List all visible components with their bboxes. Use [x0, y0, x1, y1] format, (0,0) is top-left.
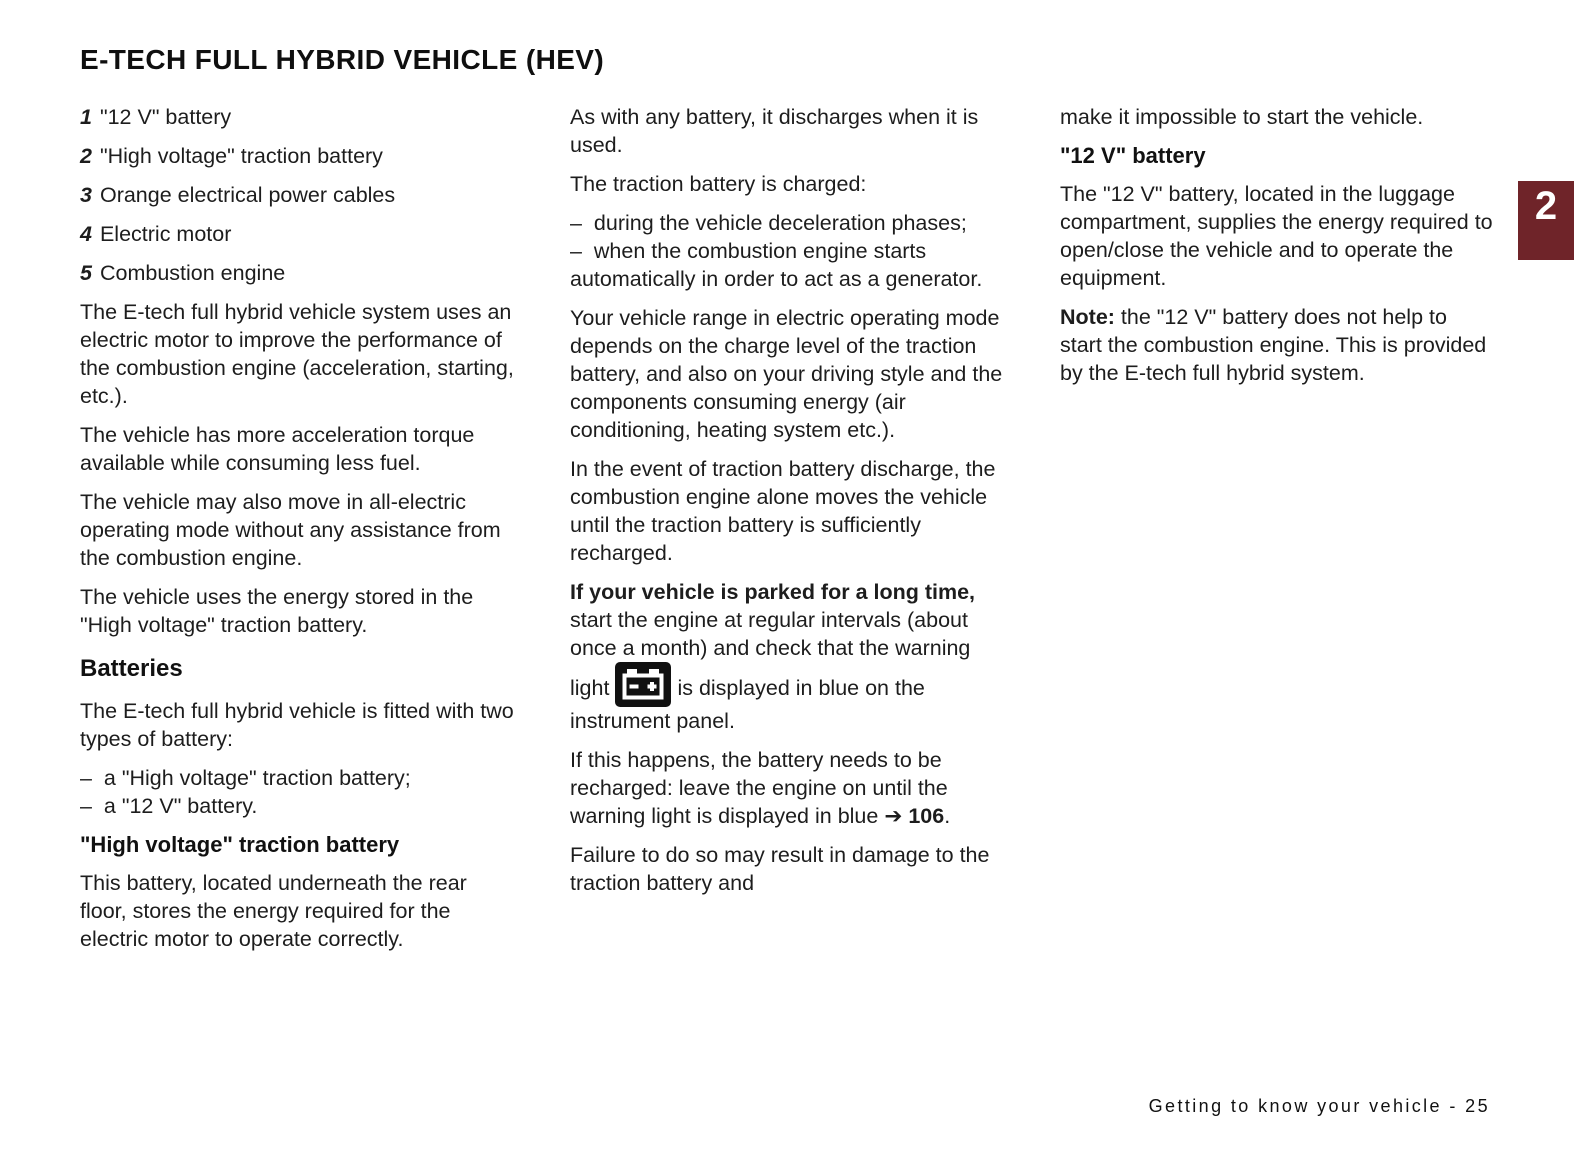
- paragraph: [570, 746, 1004, 830]
- page-title: E-TECH FULL HYBRID VEHICLE (HEV): [80, 44, 605, 75]
- text: – when the combustion engine starts automatically in order to act as a generator.: [570, 239, 983, 291]
- column-right: [1060, 103, 1494, 398]
- paragraph: [570, 170, 1004, 198]
- paragraph: [80, 697, 514, 753]
- text: The vehicle may also move in all-electric operating mode without any assistance from the combustion engine.: [80, 490, 501, 570]
- text: – a "High voltage" traction battery;: [80, 766, 411, 790]
- bold-text: Note:: [1060, 305, 1115, 329]
- legend-number: 2: [80, 144, 92, 168]
- legend-number: 4: [80, 222, 92, 246]
- page-footer: Getting to know your vehicle - 25: [1148, 1096, 1490, 1116]
- chapter-tab: 2: [1518, 181, 1574, 260]
- paragraph: [1060, 180, 1494, 292]
- column-left: [80, 103, 514, 964]
- text: The vehicle uses the energy stored in the "High voltage" traction battery.: [80, 585, 474, 637]
- legend-item: 5 Combustion engine: [80, 261, 286, 285]
- paragraph: [80, 298, 514, 410]
- list-item: [570, 237, 1004, 293]
- legend-item: 3 Orange electrical power cables: [80, 183, 396, 207]
- legend-number: 3: [80, 183, 92, 207]
- text: The E-tech full hybrid vehicle is fitted with two types of battery:: [80, 699, 514, 751]
- paragraph: [570, 103, 1004, 159]
- text: The "12 V" battery, located in the luggage compartment, supplies the energy required to open/close the vehicle and to operate the equipment.: [1060, 182, 1493, 290]
- paragraph: [80, 869, 514, 953]
- text: Your vehicle range in electric operating mode depends on the charge level of the traction battery, and also on your driving style and the components consuming energy (air conditioning, heating system etc.).: [570, 306, 1003, 442]
- text: the "12 V" battery does not help to start the combustion engine. This is provided by the E-tech full hybrid system.: [1060, 305, 1487, 385]
- column-middle: [570, 103, 1004, 908]
- paragraph: [80, 583, 514, 639]
- battery-warning-icon: [615, 662, 671, 707]
- list-item: [80, 764, 514, 792]
- text: – a "12 V" battery.: [80, 794, 258, 818]
- text: In the event of traction battery discharge, the combustion engine alone moves the vehicle until the traction battery is sufficiently recharged.: [570, 457, 996, 565]
- paragraph: [570, 455, 1004, 567]
- section-heading: Batteries: [80, 655, 183, 682]
- legend-number: 1: [80, 105, 92, 129]
- text: – during the vehicle deceleration phases;: [570, 211, 967, 235]
- list-item: [570, 209, 1004, 237]
- list-item: [80, 792, 514, 820]
- bold-text: ➔ 106: [884, 804, 945, 828]
- text: The E-tech full hybrid vehicle system uses an electric motor to improve the performance of the combustion engine (acceleration, starting, etc.).: [80, 300, 514, 408]
- section-heading: "High voltage" traction battery: [80, 832, 400, 857]
- bold-text: If your vehicle is parked for a long time,: [570, 580, 976, 604]
- paragraph: [80, 488, 514, 572]
- legend-number: 5: [80, 261, 92, 285]
- text: The vehicle has more acceleration torque available while consuming less fuel.: [80, 423, 475, 475]
- text: make it impossible to start the vehicle.: [1060, 105, 1424, 129]
- paragraph: [570, 841, 1004, 897]
- paragraph: [1060, 103, 1494, 131]
- text: Failure to do so may result in damage to the traction battery and: [570, 843, 990, 895]
- text: As with any battery, it discharges when it is used.: [570, 105, 979, 157]
- paragraph: [570, 304, 1004, 444]
- text: .: [944, 804, 951, 828]
- text: The traction battery is charged:: [570, 172, 867, 196]
- legend-item: 2 "High voltage" traction battery: [80, 144, 383, 168]
- text: If this happens, the battery needs to be recharged: leave the engine on until the warning light is displayed in blue: [570, 748, 948, 828]
- paragraph: [80, 421, 514, 477]
- text: start the engine at regular intervals (about once a month) and check that the warning light: [570, 608, 971, 700]
- paragraph: [570, 578, 1004, 735]
- text: is displayed in blue on the instrument panel.: [570, 676, 925, 733]
- paragraph: [1060, 303, 1494, 387]
- legend-item: 4 Electric motor: [80, 222, 232, 246]
- legend-item: 1 "12 V" battery: [80, 105, 232, 129]
- section-heading: "12 V" battery: [1060, 143, 1206, 168]
- text: This battery, located underneath the rear floor, stores the energy required for the electric motor to operate correctly.: [80, 871, 467, 951]
